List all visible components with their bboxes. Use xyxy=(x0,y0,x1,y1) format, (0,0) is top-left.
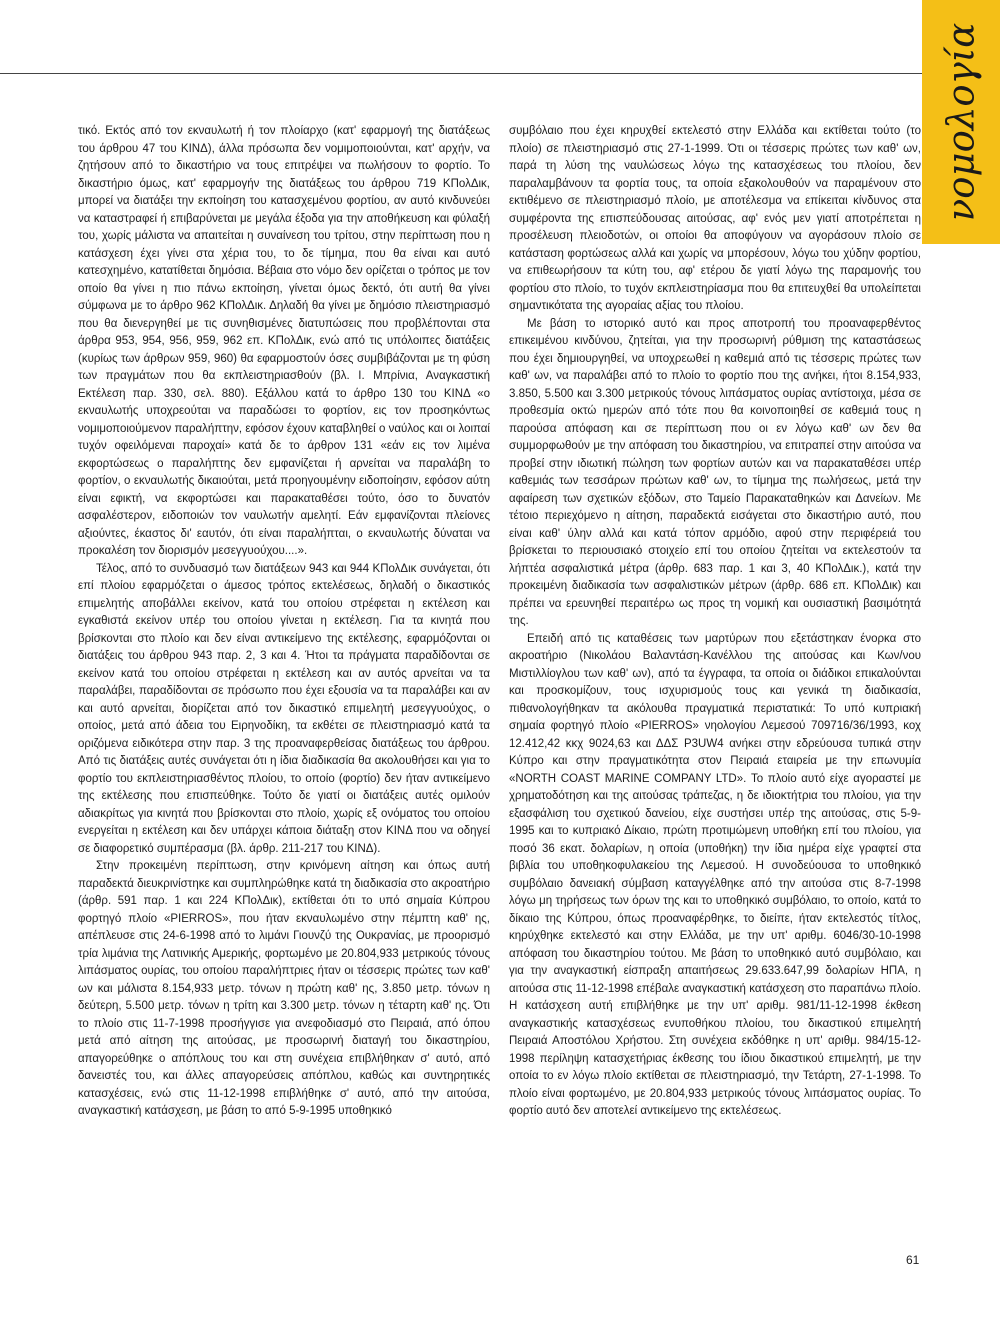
paragraph: συμβόλαιο που έχει κηρυχθεί εκτελεστό στην Ελλάδα και εκτίθεται τούτο (το πλοίο) σε πλειστηριασμό στις 27-1-1999. Ότι οι τέσσερις πρώτες των καθ' ων, παρά τη λύση της ναυλώσεως λόγω της κατασχέσεως του πλοίου, δεν παραλαμβάνουν τα φορτία τους, τα οποία εξακολουθούν να παραμένουν στο εκτιθέμενο σε πλειστηριασμό πλοίο, με αποτέλεσμα να επίκειται κίνδυνος στα συμφέροντα της επισπεύδουσας αιτούσας, αφ' ενός μεν γιατί αποτρέπεται η προσέλευση πλειοδοτών, οι οποίοι θα αποφύγουν να αγοράσουν πλοίο σε κατάσταση φορτώσεως αλλά και χωρίς να μπορέσουν, λόγω του χύδην φορτίου, να επιθεωρήσουν τα κύτη του, αφ' ετέρου δε γιατί λόγω της παραμονής του φορτίου στο πλοίο, το τυχόν εκπλειστηρίασμα που θα επιτευχθεί θα υπολείπεται σημαντικότατα της αγοραίας αξίας του πλοίου. xyxy=(509,125,921,312)
paragraph: Τέλος, από το συνδυασμό των διατάξεων 943 και 944 ΚΠολΔικ συνάγεται, ότι επί πλοίου εφαρμόζεται ο άμεσος τρόπος εκτελέσεως, δηλαδή ο δικαστικός επιμελητής αποβάλλει εκείνον, κατά του οποίου στρέφεται η εκτέλεση και εγκαθιστά εκείνον υπέρ του οποίου γίνεται η εκτέλεση. Για τα κινητά που βρίσκονται στο πλοίο και δεν είναι αντικείμενο της εκτέλεσης, εφαρμόζονται οι διατάξεις του άρθρου 943 παρ. 2, 3 και 4. Ήτοι τα πράγματα παραδίδονται σε εκείνον κατά του οποίου στρέφεται η εκτέλεση και αν αυτός αρνείται να τα παραλάβει, παραδίδονται σε πρόσωπο που έχει εξουσία να τα παραλάβει και αν και αυτό αρνείται, διορίζεται από τον δικαστικό επιμελητή μεσεγγυούχος, ο οποίος, μετά από άδεια του Ειρηνοδίκη, τα εκθέτει σε πλειστηριασμό κατά τα οριζόμενα ειδικότερα στην παρ. 3 της προαναφερθείσας διατάξεως του άρθρου. Από τις διατάξεις αυτές συνάγεται ότι η ίδια διαδικασία θα ακολουθήσει και για το φορτίο του εκπλειστηριασθέντος πλοίου, το οποίο (φορτίο) δεν ήταν αντικείμενο της εκτέλεσης που επισπεύθηκε. Τούτο δε γιατί οι διατάξεις αυτές ομιλούν αδιακρίτως για κινητά που βρίσκονται στο πλοίο, χωρίς εξ ονόματος του οποίου ενεργείται η εκτέλεση και δεν υπάρχει κάποια διάταξη στον ΚΙΝΔ που να οδηγεί σε διαφορετικό συμπέρασμα (βλ. άρθρ. 211-217 του ΚΙΝΔ). xyxy=(78,562,490,855)
section-tab xyxy=(922,0,1000,244)
left-column xyxy=(78,123,490,1121)
right-column xyxy=(509,123,921,1121)
paragraph: Με βάση το ιστορικό αυτό και προς αποτροπή του προαναφερθέντος επικειμένου κινδύνου, ζητείται, για την προσωρινή ρύθμιση της καταστάσεως που έχει δημιουργηθεί, να υποχρεωθεί η καθεμιά από τις τέσσερις πρώτες των καθ' ων, να παραλάβει από το πλοίο το φορτίο που της ανήκει, ήτοι 8.154,933, 3.850, 5.500 και 3.300 μετρικούς τόνους λιπάσματος ουρίας αντίστοιχα, μέσα σε προθεσμία οκτώ ημερών από τότε που θα κοινοποιηθεί σε καθεμιά τους η παρούσα απόφαση και σε περίπτωση που οι εν λόγω καθ' ων δεν θα συμμορφωθούν με την απόφαση του δικαστηρίου, να επιτραπεί στην αιτούσα να προβεί στην ιδιωτική πώληση των φορτίων αυτών και να παρακαταθέσει υπέρ καθεμιάς των τεσσάρων πρώτων καθ' ων, το τίμημα της πωλήσεως, μετά την αφαίρεση των σχετικών εξόδων, στο Ταμείο Παρακαταθηκών και Δανείων. Με τέτοιο περιεχόμενο η αίτηση, παραδεκτά εισάγεται στο δικαστήριο αυτό, που είναι καθ' ύλην αλλά και κατά τόπον αρμόδιο, αφού στην περιφέρειά του βρίσκεται το περιουσιακό στοιχείο επί του οποίου ζητείται να εκτελεστούν τα λήπτέα ασφαλιστικά μέτρα (άρθρ. 683 παρ. 1 και 3, 40 ΚΠολΔικ.), κατά την προκειμένη διαδικασία των ασφαλιστικών μέτρων (άρθρ. 686 επ. ΚΠολΔικ) και πρέπει να ερευνηθεί περαιτέρω ως προς τη νομική και ουσιαστική βασιμότητά της. xyxy=(509,317,921,627)
paragraph: Επειδή από τις καταθέσεις των μαρτύρων που εξετάστηκαν ένορκα στο ακροατήριο (Νικολάου Βαλαντάση-Κανέλλου της αιτούσας και Κων/νου Μιστιλλίογλου των καθ' ων), από τα έγγραφα, τα οποία οι διάδικοι επικαλούνται και προσκομίζουν, τους ισχυρισμούς τους και γενικά τη διαδικασία, πιθανολογήθηκαν τα ακόλουθα πραγματικά περιστατικά: Το υπό κυπριακή σημαία φορτηγό πλοίο «PIERROS» νηολογίου Λεμεσού 709716/36/1993, κοχ 12.412,42 κκχ 9024,63 και ΔΔΣ P3UW4 ανήκει στην εδρεύουσα τυπικά στην Κύπρο και στην πραγματικότητα στον Πειραιά εταιρεία με την επωνυμία «NORTH COAST MARINE COMPANY LTD». Το πλοίο αυτό είχε αγοραστεί με χρηματοδότηση και της αιτούσας τράπεζας, η δε ιδιοκτήτρια του πλοίου, για την εξασφάλιση του σχετικού δανείου, είχε συστήσει υπέρ της αιτούσας, στις 5-9-1995 και το κυπριακό Δίκαιο, πρώτη προτιμώμενη υποθήκη επί του πλοίου, για ποσό 36 εκατ. δολαρίων, η οποία (υποθήκη) την ίδια ημέρα είχε γραφτεί στα βιβλία του υποθηκοφυλακείου της Λεμεσού. Η συνοδεύουσα το υποθηκικό συμβόλαιο δανειακή σύμβαση καταγγέλθηκε από την αιτούσα στις 8-7-1998 λόγω μη τηρήσεως των όρων της και το υποθηκικό συμβόλαιο, το οποίο, κατά το δίκαιο της Κύπρου, όπως προαναφέρθηκε, το διείπε, ήταν εκτελεστός τίτλος, κηρύχθηκε εκτελεστό και στην Ελλάδα, με την υπ' αριθμ. 6046/30-10-1998 απόφαση του δικαστηρίου τούτου. Με βάση το υποθηκικό αυτό συμβόλαιο, και για την αναγκαστική είσπραξη απαιτήσεως 29.633.647,99 δολαρίων ΗΠΑ, η αιτούσα στις 11-12-1998 επέβαλε αναγκαστική κατάσχεση στο παραπάνω πλοίο. Η κατάσχεση αυτή επιβλήθηκε με την υπ' αριθμ. 981/11-12-1998 έκθεση αναγκαστικής κατασχέσεως ενυποθήκου πλοίου, του δικαστικού επιμελητή Πειραιά Αποστόλου Χρήστου. Στη συνέχεια εκδόθηκε η υπ' αριθμ. 984/15-12-1998 περίληψη κατασχετήριας έκθεσης του ίδιου δικαστικού επιμελητή, με την οποία το εν λόγω πλοίο εκτίθεται σε πλειστηριασμό, την Τετάρτη, 27-1-1998. Το πλοίο είναι φορτωμένο, με 20.804,933 μετρικούς τόνους λιπάσματος ουρίας. Το φορτίο αυτό δεν αποτελεί αντικείμενο της εκτελέσεως. xyxy=(509,632,921,1117)
paragraph: τικό. Εκτός από τον εκναυλωτή ή τον πλοίαρχο (κατ' εφαρμογή της διατάξεως του άρθρου 47 του ΚΙΝΔ), άλλα πρόσωπα δεν νομιμοποιούνται, κατ' αρχήν, να ζητήσουν από το δικαστήριο να τους επιτρέψει να πωλήσουν το φορτίο. Το δικαστήριο όμως, κατ' εφαρμογήν της διατάξεως του άρθρου 719 ΚΠολΔικ, μπορεί να διατάξει την εκποίηση του κατασχεμένου φορτίου, αν αυτό κινδυνεύει να καταστραφεί ή επιβαρύνεται με μεγάλα έξοδα για την αποθήκευση και φύλαξή του, χωρίς μάλιστα να απαιτείται η συναίνεση του τρίτου, στην περίπτωση που η κατάσχεση έχει γίνει στα χέρια του, το δε τίμημα, που θα είναι και αυτό κατεσχημένο, κατατίθεται δημόσια. Βέβαια στο νόμο δεν ορίζεται ο τρόπος με τον οποίο θα γίνει η πιο πάνω εκποίηση, γίνεται όμως δεκτό, ότι αυτή θα γίνει σύμφωνα με το άρθρο 962 ΚΠολΔικ. Δηλαδή θα γίνει με δημόσιο πλειστηριασμό που θα διενεργηθεί με τις συνηθισμένες διατυπώσεις που προβλέπονται στα άρθρα 953, 954, 956, 959, 962 επ. ΚΠολΔικ, ενώ από τις υπόλοιπες διατάξεις (κυρίως των άρθρων 959, 960) θα εφαρμοστούν όσες συμβιβάζονται με τη φύση των πραγμάτων που θα εκπλειστηριασθούν (βλ. Ι. Μπρίνια, Αναγκαστική Εκτέλεση παρ. 330, σελ. 880). Εξάλλου κατά το άρθρο 130 του ΚΙΝΔ «ο εκναυλωτής υποχρεούται να παραδώσει το φορτίον, εις τον προσηκόντως νομιμοποιούμενον παραλήπτην, εφόσον έχουν καταβληθεί ο ναύλος και οι λοιπαί τυχόν οφειλόμεναι παροχαί» κατά δε το άρθρον 131 «εάν εις τον λιμένα εκφορτώσεως ο παραλήπτης δεν εμφανίζεται ή αρνείται να παραλάβη το φορτίον, ο εκναυλωτής δικαιούται, μετά προηγουμένην ειδοποίησιν, εφόσον αύτη είναι εφικτή, να εκφορτώσει και παρακαταθέσει τούτο, όσο το δυνατόν ασφαλέστερον, ειδοποιών τον ναυλωτήν αμελητί. Εάν εμφανίζονται πλείονες αξιούντες, έκαστος δι' εαυτόν, ότι είναι παραλήπται, ο εκναυλωτής δύναται να προκαλέση τον διορισμόν μεσεγγυούχου....». xyxy=(78,125,490,557)
header-rule xyxy=(0,73,922,74)
page-number: 61 xyxy=(906,1253,920,1267)
section-label: νομολογία xyxy=(939,22,983,222)
paragraph: Στην προκειμένη περίπτωση, στην κρινόμενη αίτηση και όπως αυτή παραδεκτά διευκρινίστηκε και συμπληρώθηκε κατά τη διαδικασία στο ακροατήριο (άρθρ. 591 παρ. 1 και 224 ΚΠολΔικ), εκτίθεται ότι το υπό σημαία Κύπρου φορτηγό πλοίο «PIERROS», που ήταν εκναυλωμένο στην πέμπτη καθ' ης, απέπλευσε στις 24-6-1998 από το λιμάνι Γιουνζύ της Ουκρανίας, με προορισμό τρία λιμάνια της Λατινικής Αμερικής, φορτωμένο με 20.804,933 μετρικούς τόνους λιπάσματος ουρίας, του οποίου παραλήπτριες ήταν οι τέσσερις πρώτες των καθ' ων και μάλιστα 8.154,933 μετρ. τόνων η πρώτη καθ' ης, 3.850 μετρ. τόνων η δεύτερη, 5.500 μετρ. τόνων η τρίτη και 3.300 μετρ. τόνων η τέταρτη καθ' ης. Ότι το πλοίο στις 11-7-1998 προσήγγισε για ανεφοδιασμό στο Πειραιά, από όπου μετά από αίτηση της αιτούσας, με προσωρινή διαταγή του δικαστηρίου, απαγορεύθηκε ο απόπλους του και στη συνέχεια επιβλήθηκαν σ' αυτό, από δανειστές του, και άλλες απαγορεύσεις απόπλου, καθώς και συντηρητικές κατασχέσεις, ενώ στις 11-12-1998 επιβλήθηκε σ' αυτό, από την αιτούσα, αναγκαστική κατάσχεση, με βάση το από 5-9-1995 υποθηκικό xyxy=(78,860,490,1117)
